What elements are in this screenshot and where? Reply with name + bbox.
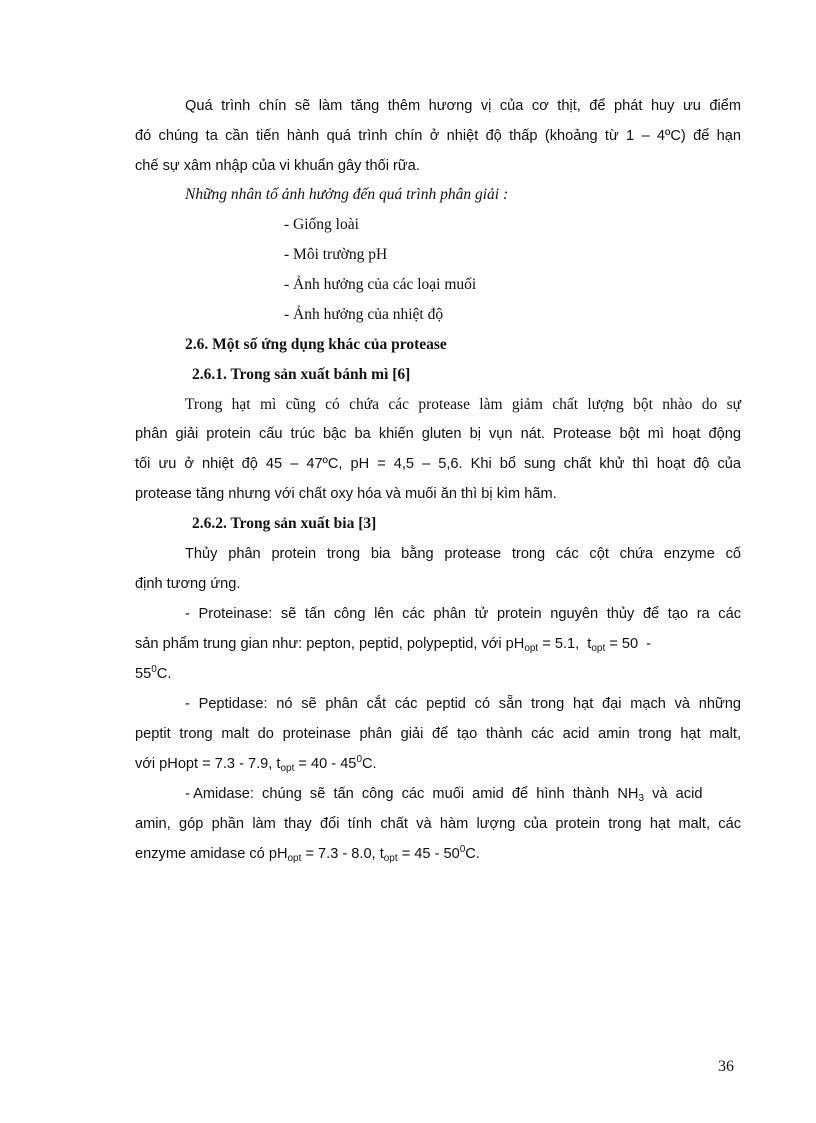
section-2-6-1-line-2: phân giải protein cấu trúc bậc ba khiến gluten bị vụn nát. Protease bột mì hoạt động — [135, 426, 741, 442]
section-heading-2-6-2: 2.6.2. Trong sản xuất bia [3] — [192, 515, 377, 532]
section-2-6-2-intro-line-2: định tương ứng. — [135, 576, 241, 592]
factor-item: - Giống loài — [284, 216, 359, 233]
factors-heading: Những nhân tố ảnh hưởng đến quá trình phân giải : — [185, 186, 509, 203]
section-heading-2-6: 2.6. Một số ứng dụng khác của protease — [185, 336, 447, 353]
section-2-6-1-line-4: protease tăng nhưng với chất oxy hóa và muối ăn thì bị kìm hãm. — [135, 486, 557, 502]
peptidase-line-2: peptit trong malt do proteinase phân giải để tạo thành các acid amin trong hạt malt, — [135, 726, 741, 742]
page-number: 36 — [718, 1058, 734, 1075]
peptidase-line-3: với pHopt = 7.3 - 7.9, $t_{opt} = 40 - 45^0C$. — [135, 754, 377, 774]
section-2-6-2-intro-line-1: Thủy phân protein trong bia bằng protease trong các cột chứa enzyme cố — [185, 546, 741, 562]
factor-item: - Môi trường pH — [284, 246, 388, 263]
paragraph-1-line-2: đó chúng ta cần tiến hành quá trình chín ở nhiệt độ thấp (khoảng từ 1 – 4ºC) để hạn — [135, 128, 741, 144]
section-2-6-1-line-3: tối ưu ở nhiệt độ 45 – 47ºC, pH = 4,5 – 5,6. Khi bổ sung chất khử thì hoạt độ của — [135, 456, 741, 472]
amidase-line-2: amin, góp phần làm thay đổi tính chất và hàm lượng của protein trong hạt malt, các — [135, 816, 741, 832]
proteinase-line-2 — [135, 634, 741, 654]
peptidase-line-1: - Peptidase: nó sẽ phân cắt các peptid có sẵn trong hạt đại mạch và những — [185, 696, 741, 712]
amidase-line-1: - Amidase: chúng sẽ tấn công các muối amid để hình thành $NH_3$ và acid — [185, 786, 703, 804]
factor-item: - Ảnh hưởng của nhiệt độ — [284, 306, 444, 323]
section-heading-2-6-1: 2.6.1. Trong sản xuất bánh mì [6] — [192, 366, 411, 383]
amidase-line-3: enzyme amidase có $pH_{opt} = 7.3 - 8.0$, $t_{opt} = 45 - 50^0C$. — [135, 844, 480, 864]
proteinase-line-1: - Proteinase: sẽ tấn công lên các phân tử protein nguyên thủy để tạo ra các — [185, 606, 741, 622]
proteinase-line-2-text: sản phẩm trung gian như: pepton, peptid, polypeptid, với $pH_{opt} = 5.1$, $t_{opt} = 50$ - — [135, 636, 652, 654]
paragraph-1-line-3: chế sự xâm nhập của vi khuẩn gây thối rữa. — [135, 158, 420, 174]
factor-item: - Ảnh hưởng của các loại muối — [284, 276, 477, 293]
proteinase-line-3: $55^0C$. — [135, 664, 172, 682]
paragraph-1-line-1: Quá trình chín sẽ làm tăng thêm hương vị của cơ thịt, để phát huy ưu điểm — [185, 98, 741, 114]
section-2-6-1-line-1: Trong hạt mì cũng có chứa các protease làm giảm chất lượng bột nhào do sự — [185, 396, 741, 413]
